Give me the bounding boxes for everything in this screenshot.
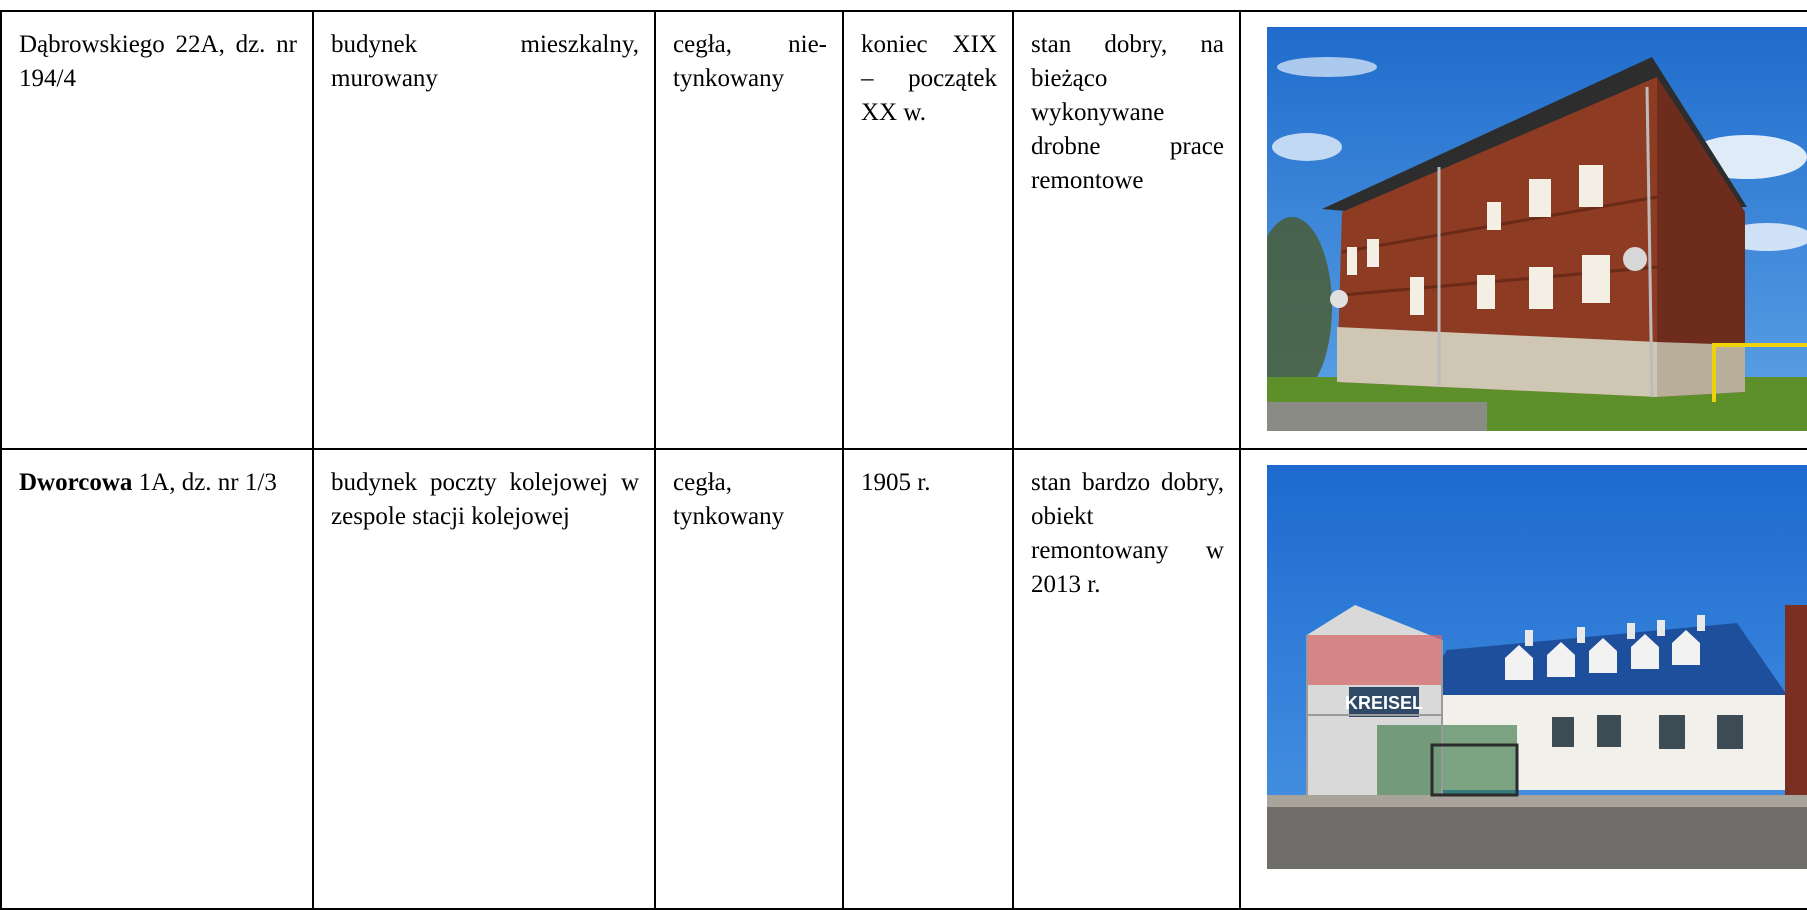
- address-cell: [1, 11, 313, 449]
- date-cell: koniec XIX – początek XX w.: [843, 11, 1013, 449]
- material-cell: cegła, nie-tynkowany: [655, 11, 843, 449]
- table-row: [1, 11, 1807, 449]
- condition-cell: stan bardzo dobry, obiekt remontowany w 2013 r.: [1013, 449, 1240, 909]
- table-row: [1, 449, 1807, 909]
- building-type-cell: budynek mieszkalny, murowany: [313, 11, 655, 449]
- street-name: Dworcowa: [19, 469, 133, 496]
- monument-register-table: [0, 10, 1807, 910]
- brick-residential-building-photo: [1267, 27, 1807, 431]
- date-cell: 1905 r.: [843, 449, 1013, 909]
- photo-cell: [1240, 11, 1807, 449]
- address-text: Dąbrowskiego 22A, dz. nr 194/4: [19, 31, 297, 92]
- address-cell: [1, 449, 313, 909]
- address-text: 1A, dz. nr 1/3: [132, 469, 277, 496]
- condition-cell: stan dobry, na bieżąco wykonywane drobne prace remontowe: [1013, 11, 1240, 449]
- material-cell: cegła, tynkowany: [655, 449, 843, 909]
- building-type-cell: budynek poczty kolejowej w zespole stacji kolejowej: [313, 449, 655, 909]
- railway-post-building-photo: [1267, 465, 1807, 869]
- kreisel-banner-text: KREISEL: [1344, 693, 1424, 713]
- photo-cell: [1240, 449, 1807, 909]
